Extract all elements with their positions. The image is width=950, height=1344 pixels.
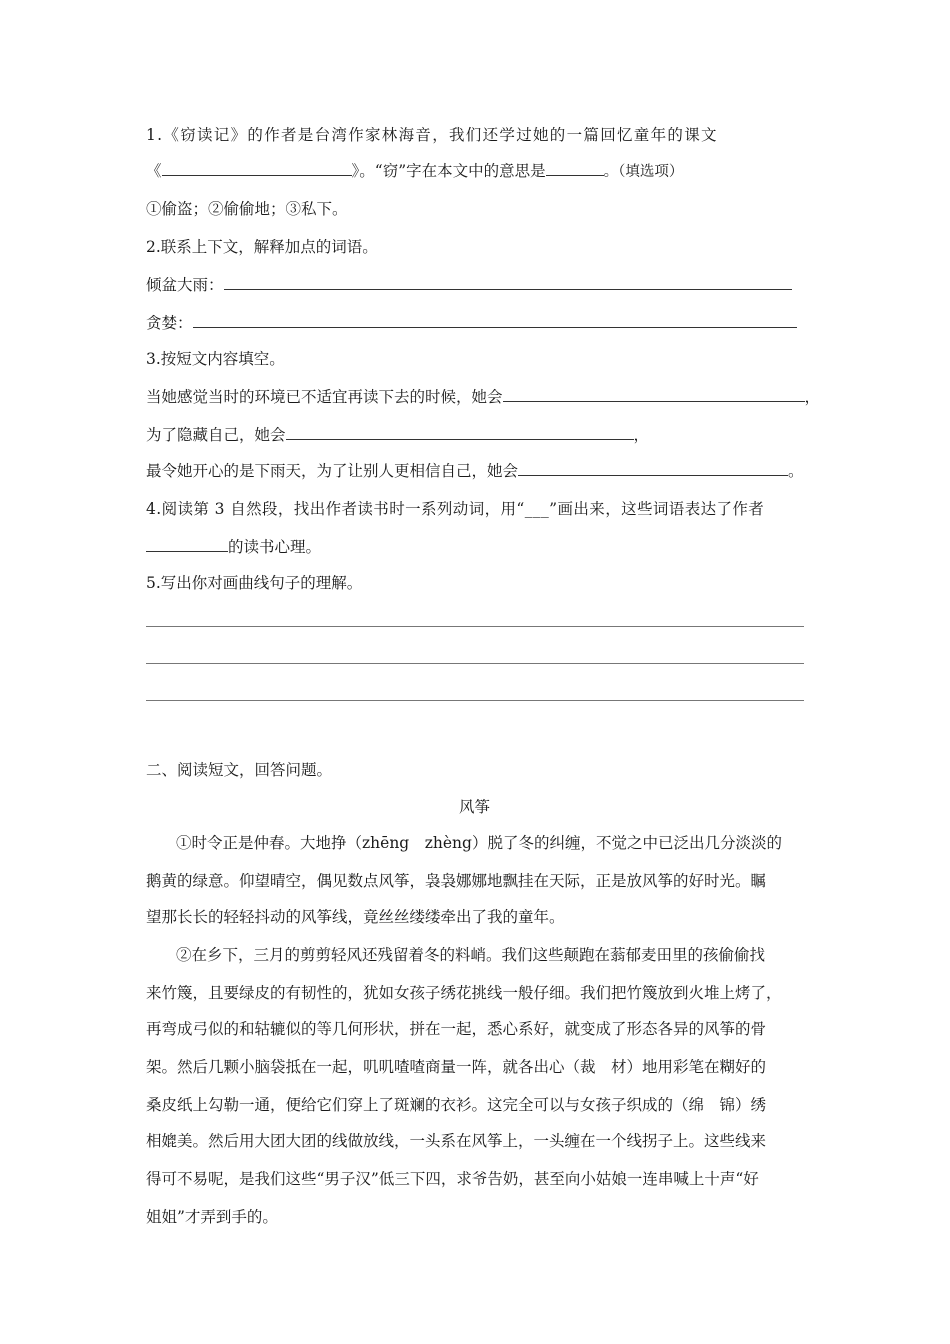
q1-fill-hint: 。（填选项）	[603, 164, 684, 180]
q1-line1: 1.《窃读记》的作者是台湾作家林海音，我们还学过她的一篇回忆童年的课文	[146, 126, 718, 144]
q1-meaning-text: 》。“窃”字在本文中的意思是	[351, 162, 546, 180]
q1-options: ①偷盗；②偷偷地；③私下。	[146, 200, 348, 218]
q5-question: 5.写出你对画曲线句子的理解。	[146, 574, 363, 592]
q3-line1-punct: ，	[804, 388, 821, 406]
q3-line3-punct: 。	[788, 462, 804, 480]
q3-line3-text: 最令她开心的是下雨天，为了让别人更相信自己，她会	[146, 462, 519, 480]
q4-blank[interactable]	[146, 536, 228, 552]
q3-line2-text: 为了隐藏自己，她会	[146, 426, 286, 444]
q2-word2-blank[interactable]	[193, 312, 797, 328]
passage-p2-line7: 得可不易呢，是我们这些“男子汉”低三下四，求爷告奶，甚至向小姑娘一连串喊上十声“好	[146, 1170, 759, 1188]
passage-p2-line2: 来竹篾，且要绿皮的有韧性的，犹如女孩子绣花挑线一般仔细。我们把竹篾放到火堆上烤了，	[146, 984, 782, 1002]
q5-answer-line-1[interactable]	[146, 626, 804, 627]
q3-line2	[146, 424, 649, 446]
passage-p1-line3: 望那长长的轻轻抖动的风筝线，竟丝丝缕缕牵出了我的童年。	[146, 908, 565, 926]
passage-title: 风筝	[459, 798, 491, 816]
passage-p1-line2: 鹅黄的绿意。仰望晴空，偶见数点风筝，袅袅娜娜地飘挂在天际，正是放风筝的好时光。瞩	[146, 872, 767, 890]
passage-p2-line4: 架。然后几颗小脑袋抵在一起，叽叽喳喳商量一阵，就各出心（裁 材）地用彩笔在糊好的	[146, 1058, 767, 1076]
q4-line2-text: 的读书心理。	[228, 538, 322, 556]
q3-line2-blank[interactable]	[286, 424, 634, 440]
q2-word2-label: 贪婪：	[146, 314, 193, 332]
q2-word1-label: 倾盆大雨：	[146, 276, 224, 294]
q2-question: 2.联系上下文，解释加点的词语。	[146, 238, 378, 256]
q2-word2	[146, 312, 797, 334]
q3-line3	[146, 460, 804, 482]
passage-p2-line1: ②在乡下，三月的剪剪轻风还残留着冬的料峭。我们这些颠跑在蓊郁麦田里的孩偷偷找	[176, 946, 766, 964]
q4-line2	[146, 536, 321, 558]
q3-question: 3.按短文内容填空。	[146, 350, 285, 368]
q2-word1-blank[interactable]	[224, 274, 792, 290]
q5-answer-line-3[interactable]	[146, 700, 804, 701]
q3-line3-blank[interactable]	[518, 460, 788, 476]
q3-line1-blank[interactable]	[503, 386, 805, 402]
q1-title-blank[interactable]	[162, 160, 352, 176]
passage-p2-line5: 桑皮纸上勾勒一通，便给它们穿上了斑斓的衣衫。这完全可以与女孩子织成的（绵 锦）绣	[146, 1096, 767, 1114]
q2-word1	[146, 274, 792, 296]
passage-p2-line6: 相媲美。然后用大团大团的线做放线，一头系在风筝上，一头缠在一个线拐子上。这些线来	[146, 1132, 767, 1150]
passage-p2-line8: 姐姐”才弄到手的。	[146, 1208, 278, 1226]
q1-meaning-blank[interactable]	[546, 160, 604, 176]
q3-line1	[146, 386, 820, 408]
q3-line1-text: 当她感觉当时的环境已不适宜再读下去的时候，她会	[146, 388, 503, 406]
q4-line1: 4.阅读第 3 自然段，找出作者读书时一系列动词，用“___”画出来，这些词语表达了作者	[146, 500, 765, 518]
section2-heading: 二、阅读短文，回答问题。	[146, 761, 333, 779]
q3-line2-punct: ，	[633, 426, 650, 444]
q1-line2	[146, 160, 683, 183]
passage-p2-line3: 再弯成弓似的和轱辘似的等几何形状，拼在一起，悉心系好，就变成了形态各异的风筝的骨	[146, 1020, 767, 1038]
q1-open-bracket: 《	[146, 162, 162, 180]
q5-answer-line-2[interactable]	[146, 663, 804, 664]
passage-p1-line1: ①时令正是仲春。大地挣（zhēng zhèng）脱了冬的纠缠，不觉之中已泛出几分淡淡的	[176, 834, 782, 852]
